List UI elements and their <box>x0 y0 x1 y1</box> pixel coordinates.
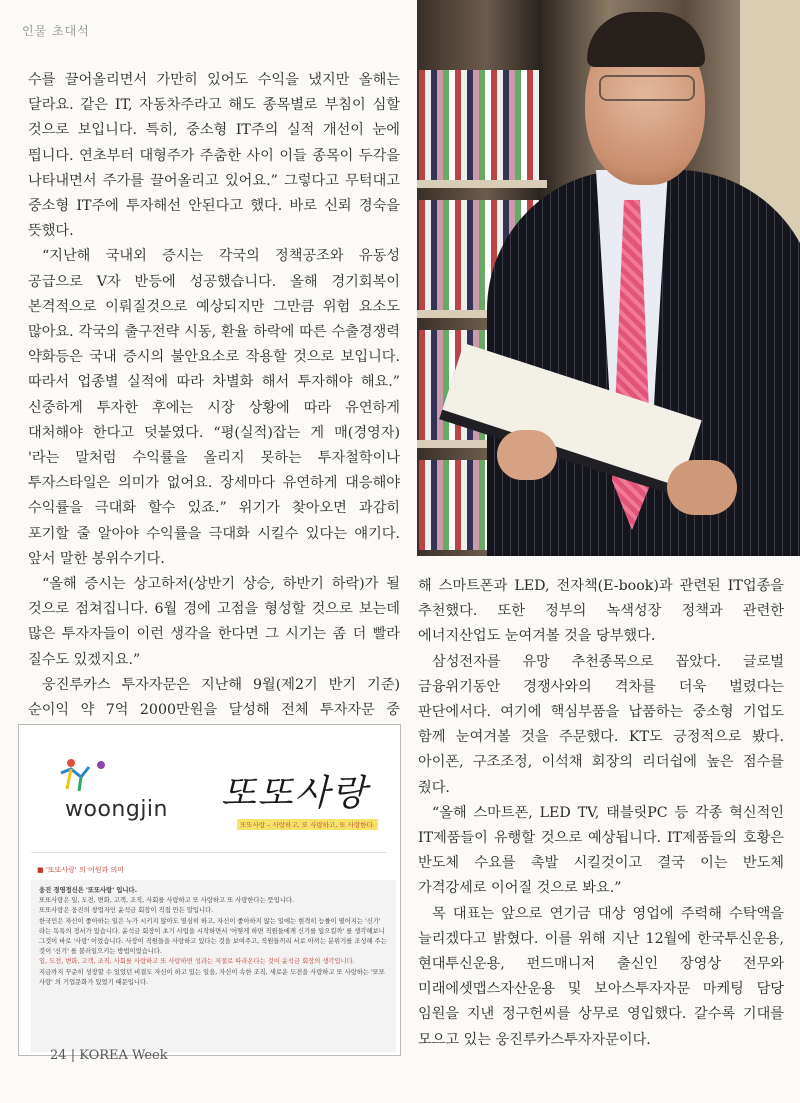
paragraph: 웅진루카스 투자자문은 지난해 9월(제2기 반기 기준) 순이익 약 7억 2000만원을 달성해 전체 투자자문 중 <box>28 676 400 719</box>
ad-text-box <box>31 880 396 1052</box>
ad-line: 또또사랑은 일, 도전, 변화, 고객, 조직, 사회를 사랑하고 또 사랑하고 또 사랑한다는 뜻입니다. <box>39 897 295 905</box>
magazine-name: KOREA Week <box>79 1048 168 1063</box>
portrait-photo <box>417 0 800 556</box>
paragraph: 삼성전자를 유망 추천종목으로 꼽았다. 글로벌 금융위기동안 경쟁사와의 격차를 더욱 벌렸다는 판단에서다. 여기에 핵심부품을 납품하는 중소형 기업도 함께 눈여겨볼 것을 주문했다. KT도 긍정적으로 봤다. 아이폰, 구조조정, 이석채 회장의 리더쉽에 높은 점수를 줬다. <box>418 653 784 796</box>
ad-line: 일, 도전, 변화, 고객, 조직, 사회를 사랑하고 또 사랑하면 성과는 저절로 따라온다는 것이 윤석금 회장의 생각입니다. <box>39 958 355 966</box>
paragraph: “올해 증시는 상고하저(상반기 상승, 하반기 하락)가 될 것으로 점쳐집니다. 6월 경에 고점을 형성할 것으로 보는데 많은 투자자들이 이런 생각을 한다면 그 시기는 좀 더 빨라 질수도 있겠지요.” <box>28 576 400 668</box>
page-footer <box>50 1048 168 1063</box>
ad-line: 웅진 경영정신은 '또또사랑' 입니다. <box>39 887 137 894</box>
ad-meaning-title: ■ '또또사랑' 의 어원과 의미 <box>37 866 124 874</box>
footer-separator: | <box>70 1048 76 1063</box>
woongjin-ad <box>18 724 401 1056</box>
ad-line: 또또사랑은 웅진의 창업자인 윤석금 회장이 직접 만든 말입니다. <box>39 907 214 915</box>
woongjin-figure-icon <box>57 755 117 795</box>
page-number: 24 <box>50 1048 67 1063</box>
ttottosarang-brand: 또또사랑 <box>221 773 369 814</box>
section-label: 인물 초대석 <box>22 24 90 38</box>
ad-tagline: 또또사랑 – 사랑하고, 또 사랑하고, 또 사랑한다. <box>237 819 378 830</box>
paragraph: “지난해 국내외 증시는 각국의 정책공조와 유동성 공급으로 V자 반등에 성공했습니다. 올해 경기회복이 본격적으로 이뤄질것으로 예상되지만 그만큼 위험 요소도 많아요. 각국의 출구전략 시동, 환율 하락에 따른 수출경쟁력 약화등은 국내 증시의 불안요소로 작용할 것으로 보입니다. 따라서 업종별 실적에 따라 차별화 해서 투자해야 해요.” 신중하게 투자한 후에는 시장 상황에 따라 유연하게 대처해야 한다고 덧붙였다. “평(실적)잡는 게 매(경영자) '라는 말처럼 수익률을 올리지 못하는 투자철학이나 투자스타일은 의미가 없어요. 장세마다 유연하게 대응해야 수익률을 극대화 할수 있죠.” 위기가 찾아오면 과감히 포기할 줄 알아야 수익률을 극대화 시킬수 있다는 얘기다. 앞서 말한 봉위수기다. <box>28 248 400 567</box>
paragraph: 수를 끌어올리면서 가만히 있어도 수익을 냈지만 올해는 달라요. 같은 IT, 자동차주라고 해도 종목별로 부침이 심할 것으로 보입니다. 특히, 중소형 IT주의 실적 개선이 눈에 띕니다. 연초부터 대형주가 주춤한 사이 이들 종목이 두각을 나타내면서 주가를 끌어올리고 있어요.” 그렇다고 무턱대고 중소형 IT주에 투자해선 안된다고 했다. 바로 신뢰 경숙을 뜻했다. <box>28 72 400 240</box>
paragraph: 해 스마트폰과 LED, 전자책(E-book)과 관련된 IT업종을 추천했다. 또한 정부의 녹색성장 정책과 관련한 에너지산업도 눈여겨볼 것을 당부했다. <box>418 578 784 645</box>
paragraph: 목 대표는 앞으로 연기금 대상 영업에 주력해 수탁액을 늘리겠다고 밝혔다. 이를 위해 지난 12월에 한국투신운용, 현대투신운용, 펀드매니저 출신인 장영상 전무와 미래에셋맵스자산운용 및 보아스투자자문 마케팅 담당 임원을 지낸 정구헌씨를 상무로 영입했다. 갈수록 기대를 모으고 있는 웅진루카스투자자문이다. <box>418 905 784 1048</box>
ad-logo-area <box>31 737 386 853</box>
ad-line: 지금까지 꾸준히 성장할 수 있었던 비결도 자신이 하고 있는 일을, 자신이 속한 조직, 새로운 도전을 사랑하고 또 사랑하는 '또또사랑' 의 기업문화가 있었기 때문입니다. <box>39 968 385 986</box>
woongjin-logo: woongjin <box>65 797 168 822</box>
article-left-column <box>28 68 400 799</box>
paragraph: “올해 스마트폰, LED TV, 태블릿PC 등 각종 혁신적인 IT제품들이 유행할 것으로 예상됩니다. IT제품들의 호황은 반도체 수요를 촉발 시킬것이고 결국 이는 반도체 가격강세로 이어질 것으로 봐요.” <box>418 804 784 897</box>
ad-line: 한국인은 자신이 좋아하는 일은 누가 시키지 않아도 열심히 하고, 자신이 좋아하지 않는 일에는 현격히 능률이 떨어지는 '신기' 라는 독특의 정서가 있습니다. 윤석금 회장이 초기 사업을 시작하면서 '어떻게 하면 직원들에게 신기를 일으킬까' 를 생각해보니 그것이 바로 '사랑' 이었습니다. 사장이 직원들을 사랑하고 있다는 것을 보여주고, 직원들끼리 서로 아끼는 분위기를 조성해 주는 것이 '신기' 를 불러일으키는 방법이었습니다. <box>39 917 387 956</box>
article-right-column <box>418 574 784 1053</box>
